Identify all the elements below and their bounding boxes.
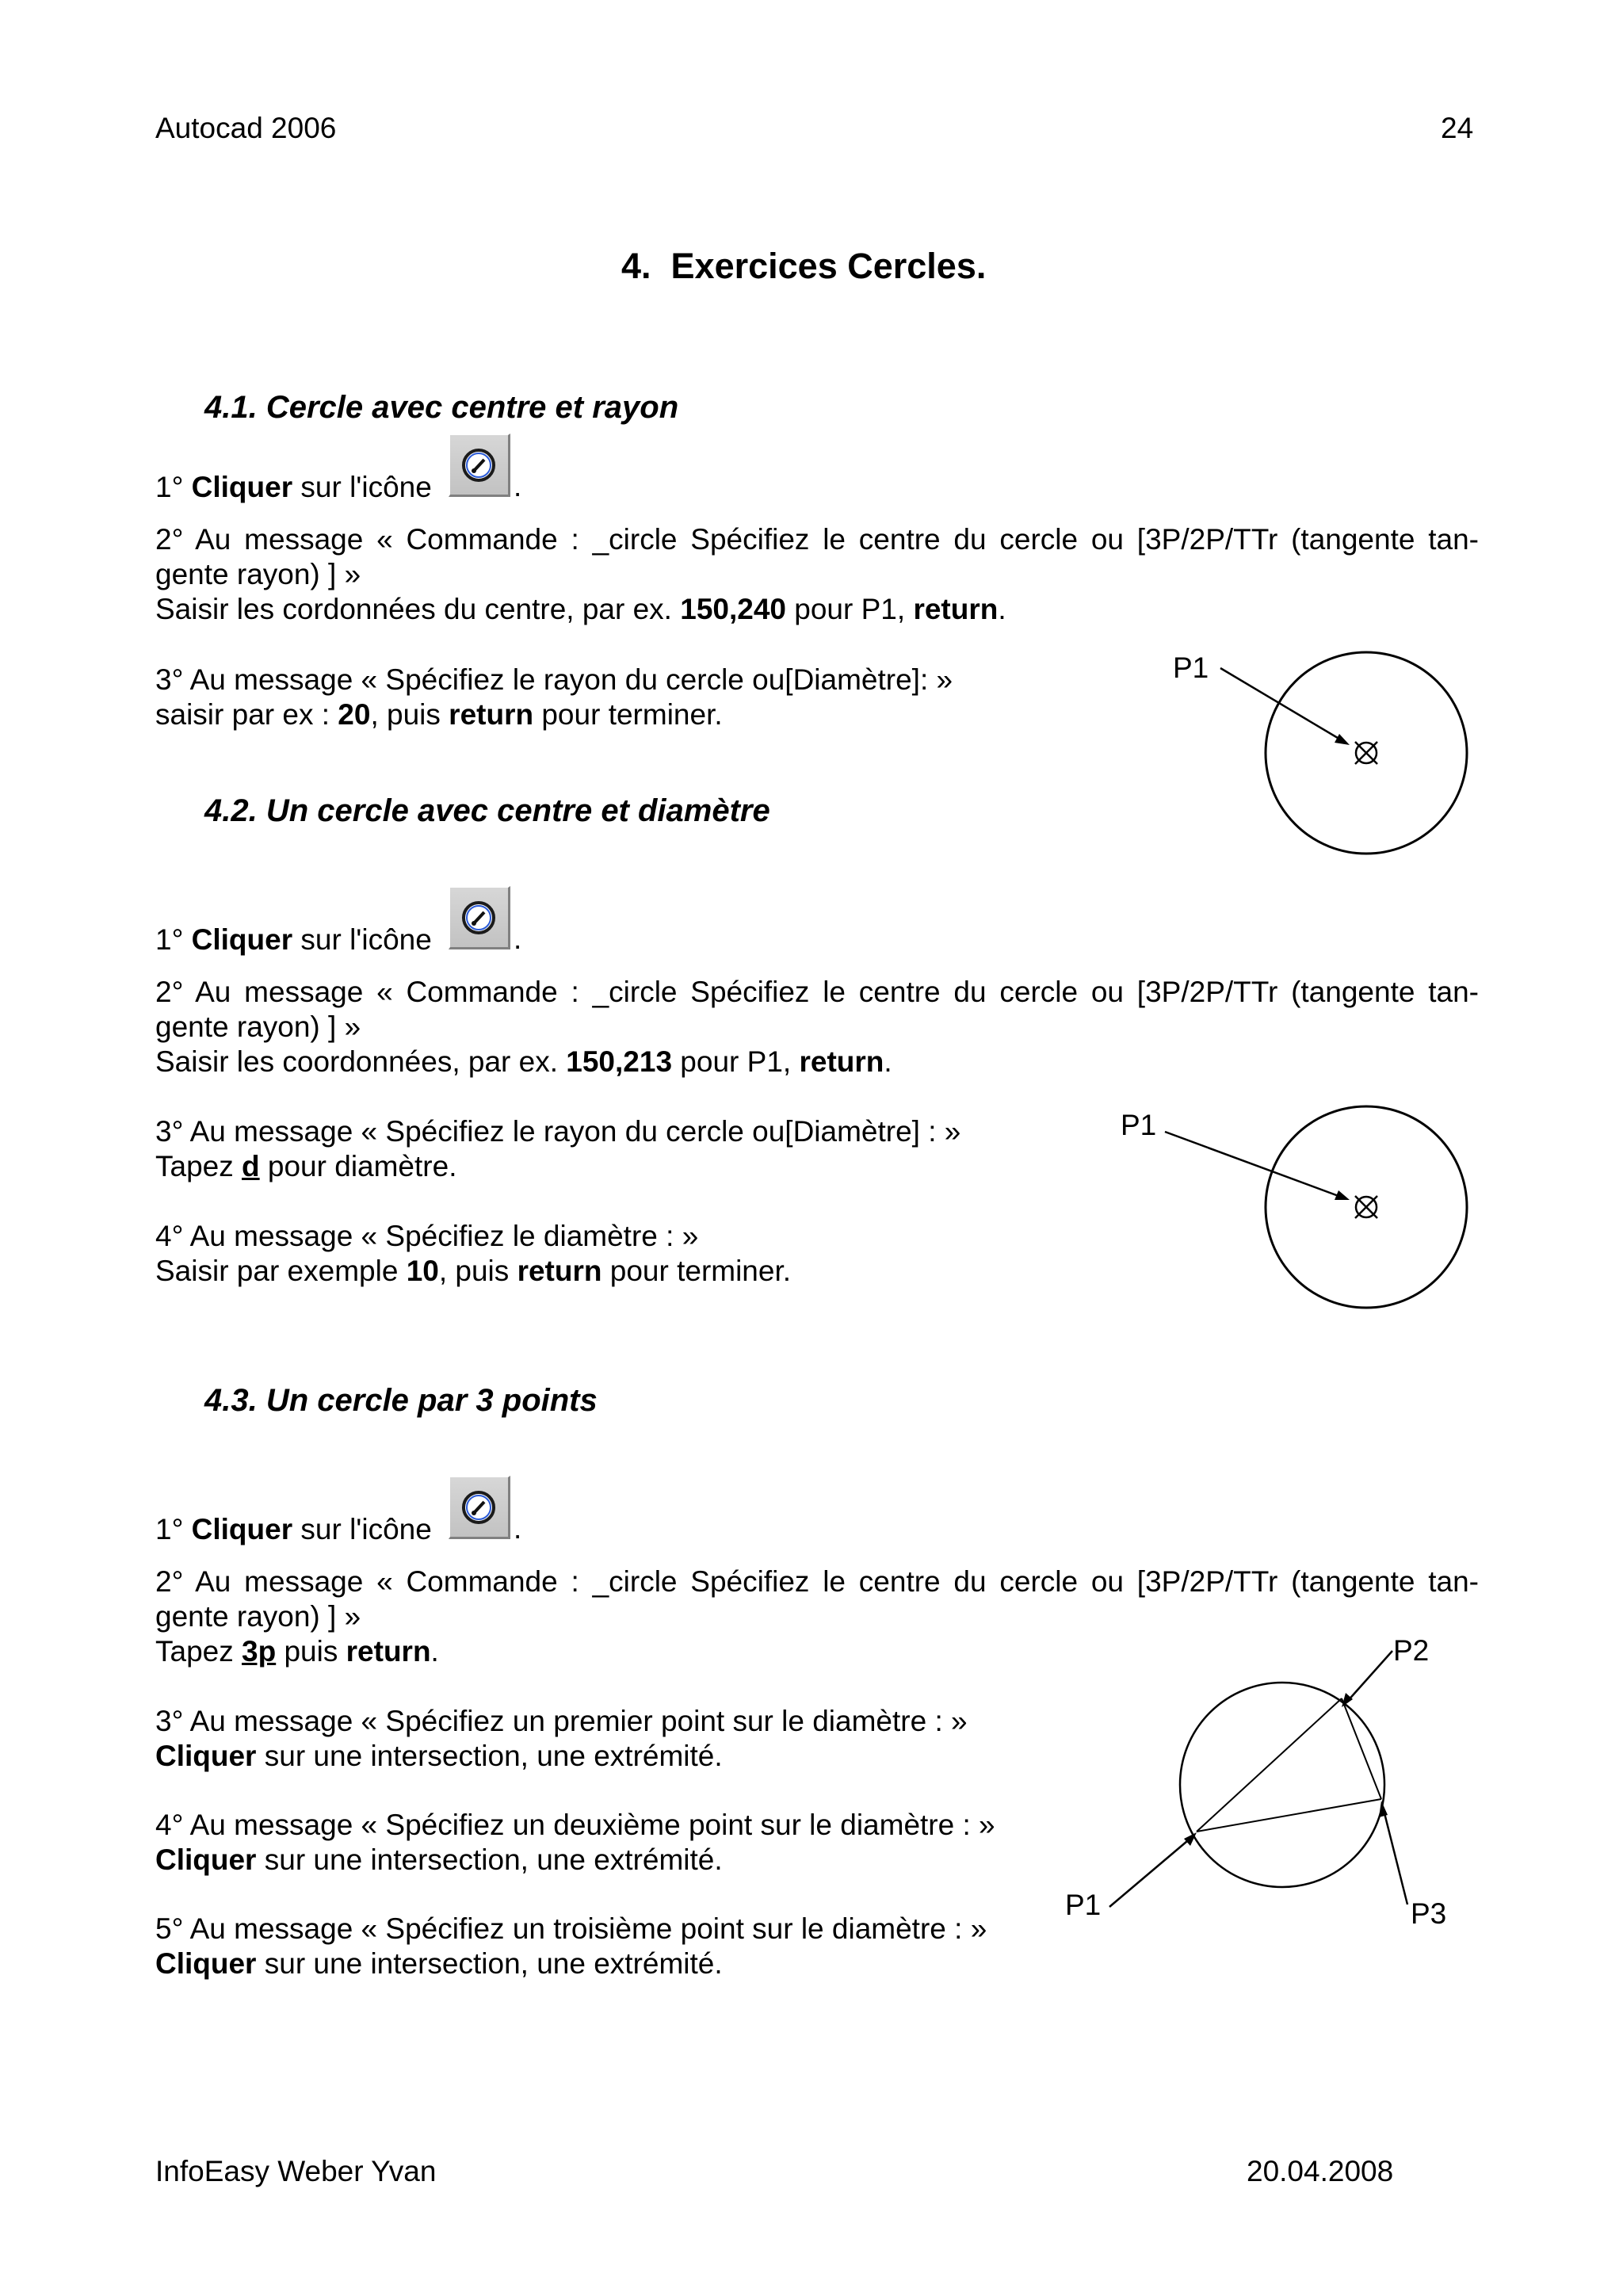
figure-label-p2: P2	[1393, 1634, 1430, 1667]
page-title	[621, 246, 986, 287]
figure-center-marker	[1355, 1196, 1377, 1218]
s1-step3: 3° Au message « Spécifiez le rayon du cercle ou[Diamètre]: » saisir par ex : 20, puis return pour terminer.	[155, 663, 953, 731]
figure-label-p1: P1	[1065, 1889, 1102, 1921]
figure-label-p3: P3	[1411, 1897, 1447, 1930]
figure-circle	[1180, 1683, 1384, 1887]
title-number: 4.	[621, 246, 651, 286]
s3-step1-dot: .	[514, 1512, 522, 1545]
footer-author: InfoEasy Weber Yvan	[155, 2155, 437, 2187]
circle-tool-icon[interactable]	[449, 886, 510, 949]
s3-step2: 2° Au message « Commande : _circle Spécifiez le centre du cercle ou [3P/2P/TTr (tangente tan- gente rayon) ] » Tapez 3p puis return.	[155, 1565, 1479, 1668]
s2-step1-dot: .	[514, 923, 522, 955]
figure-arrow	[1220, 668, 1346, 743]
figure-chord-p1-p2	[1197, 1698, 1342, 1832]
figure-arrow-p2	[1346, 1651, 1392, 1702]
figure-circle-center-radius	[1165, 642, 1498, 904]
figure-label-p1: P1	[1173, 651, 1209, 684]
figure-arrow	[1165, 1132, 1345, 1198]
footer-date: 20.04.2008	[1247, 2155, 1394, 2187]
s3-step1: 1° Cliquer sur l'icône	[155, 1513, 432, 1545]
circle-tool-icon[interactable]	[449, 434, 510, 497]
figure-arrowhead	[1335, 1190, 1350, 1200]
s1-step1: 1° Cliquer sur l'icône	[155, 471, 432, 503]
s2-step2: 2° Au message « Commande : _circle Spécifiez le centre du cercle ou [3P/2P/TTr (tangente tan- gente rayon) ] » Saisir les coordonnées, par ex. 150,213 pour P1, return.	[155, 976, 1479, 1078]
s3-step3: 3° Au message « Spécifiez un premier point sur le diamètre : » Cliquer sur une intersection, une extrémité.	[155, 1705, 968, 1772]
figure-label-p1: P1	[1121, 1109, 1157, 1141]
s2-step4: 4° Au message « Spécifiez le diamètre : » Saisir par exemple 10, puis return pour terminer.	[155, 1220, 792, 1287]
figure-chord-p2-p3	[1342, 1698, 1381, 1799]
s2-step3: 3° Au message « Spécifiez le rayon du cercle ou[Diamètre] : » Tapez d pour diamètre.	[155, 1115, 961, 1182]
title-text: Exercices Cercles.	[670, 246, 987, 286]
s3-step5: 5° Au message « Spécifiez un troisième point sur le diamètre : » Cliquer sur une intersection, une extrémité.	[155, 1912, 987, 1980]
figure-arrow-p3	[1383, 1807, 1407, 1904]
section-heading-4-2: 4.2. Un cercle avec centre et diamètre	[204, 793, 770, 828]
s3-step4: 4° Au message « Spécifiez un deuxième point sur le diamètre : » Cliquer sur une intersection, une extrémité.	[155, 1809, 995, 1876]
figure-arrowhead	[1335, 734, 1350, 745]
figure-chord-p1-p3	[1197, 1799, 1381, 1832]
figure-center-marker	[1355, 742, 1377, 764]
section-heading-4-1: 4.1. Cercle avec centre et rayon	[204, 390, 679, 425]
circle-tool-icon[interactable]	[449, 1476, 510, 1539]
header-title: Autocad 2006	[155, 112, 337, 144]
figure-circle-three-points	[1046, 1625, 1474, 1942]
page-number: 24	[1441, 112, 1474, 144]
s1-step2: 2° Au message « Commande : _circle Spécifiez le centre du cercle ou [3P/2P/TTr (tangente tan- gente rayon) ] » Saisir les cordonnées du centre, par ex. 150,240 pour P1, return.	[155, 523, 1479, 625]
s1-step1-dot: .	[514, 470, 522, 502]
section-heading-4-3: 4.3. Un cercle par 3 points	[204, 1383, 598, 1418]
figure-arrow-p1	[1109, 1837, 1192, 1907]
figure-circle-center-diameter	[1109, 1094, 1506, 1355]
s2-step1: 1° Cliquer sur l'icône	[155, 923, 432, 956]
